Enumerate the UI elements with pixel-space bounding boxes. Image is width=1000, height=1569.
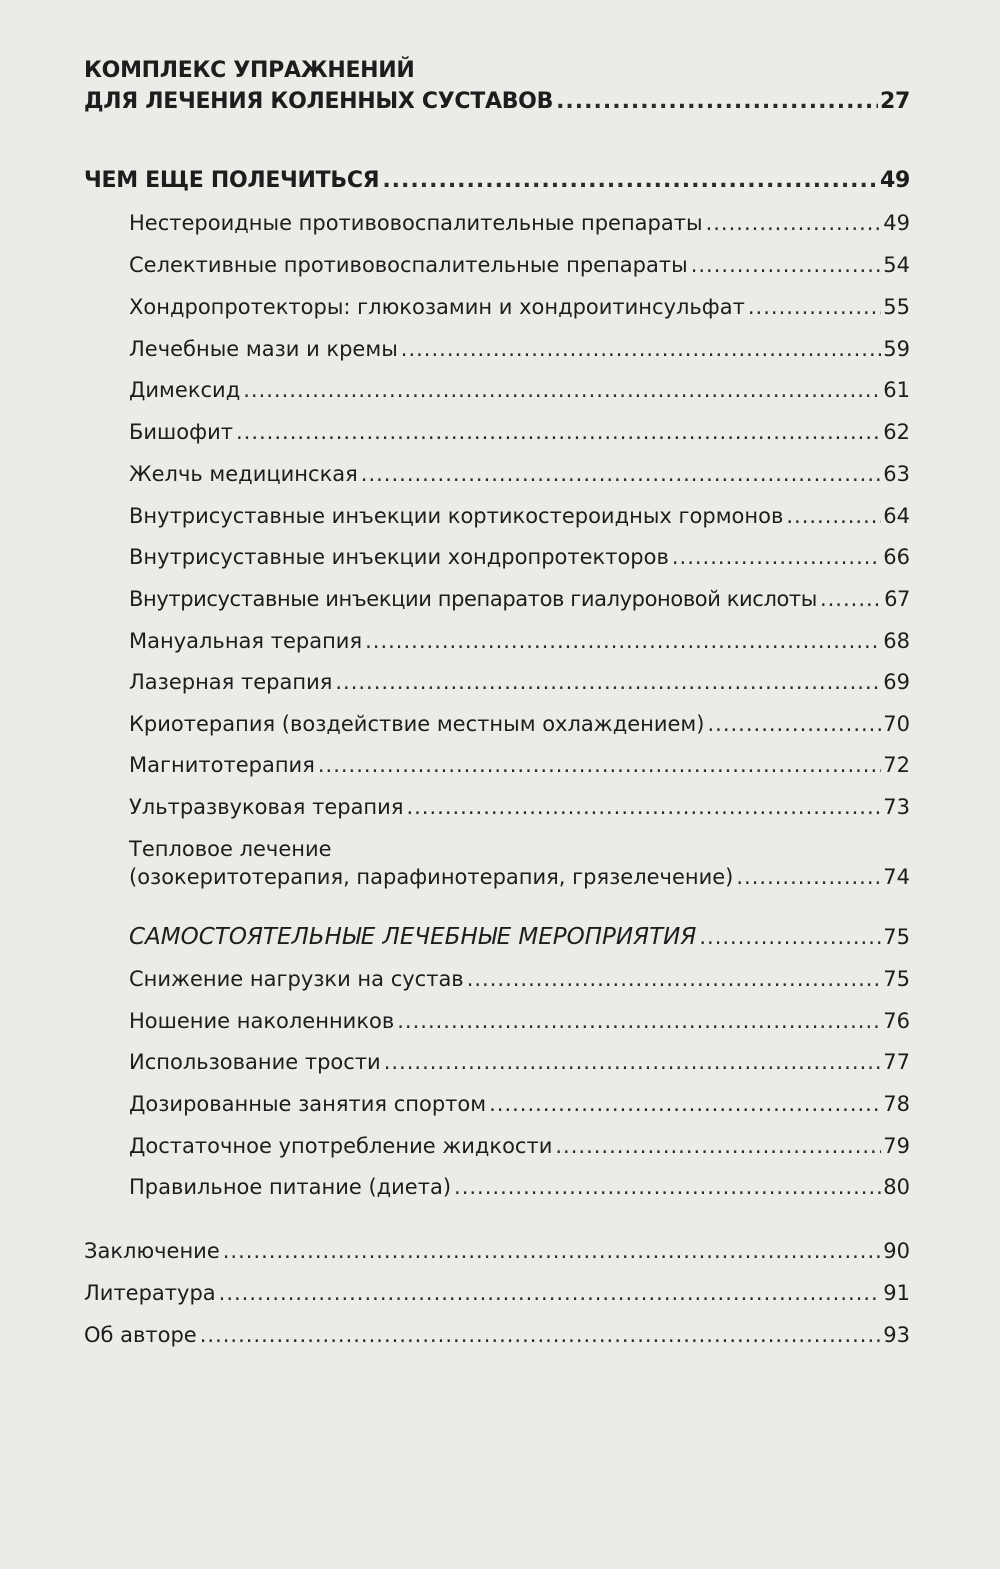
toc-entry-title: Магнитотерапия [129, 753, 315, 777]
toc-page-number: 63 [883, 462, 910, 486]
toc-entry-title: Использование трости [129, 1050, 381, 1074]
toc-page-number: 80 [883, 1175, 910, 1199]
dot-leader [691, 252, 882, 278]
toc-page-number: 77 [883, 1050, 910, 1074]
toc-entry-title: Достаточное употребление жидкости [129, 1134, 553, 1158]
toc-subentry[interactable] [129, 794, 910, 820]
toc-entry-about-author[interactable] [84, 1322, 910, 1348]
toc-page-number: 69 [883, 670, 910, 694]
toc-page-number: 54 [883, 253, 910, 277]
toc-subentry[interactable] [129, 628, 910, 654]
toc-page-number: 59 [883, 337, 910, 361]
dot-leader [243, 377, 881, 403]
toc-entry-title: Нестероидные противовоспалительные препараты [129, 211, 703, 235]
toc-heading-exercises-line1: КОМПЛЕКС УПРАЖНЕНИЙ [84, 58, 415, 83]
table-of-contents [84, 0, 910, 1569]
dot-leader [223, 1238, 882, 1264]
dot-leader [219, 1280, 882, 1306]
toc-page-number: 76 [883, 1009, 910, 1033]
dot-leader [384, 1049, 882, 1075]
toc-subentry[interactable] [129, 461, 910, 487]
dot-leader [820, 586, 882, 612]
dot-leader [200, 1322, 882, 1348]
toc-page-number: 91 [883, 1281, 910, 1305]
toc-page-number: 55 [883, 295, 910, 319]
toc-subentry[interactable] [129, 586, 910, 612]
dot-leader [365, 628, 881, 654]
toc-entry-title: Об авторе [84, 1323, 197, 1347]
toc-entry-title: Внутрисуставные инъекции кортикостероидных гормонов [129, 504, 784, 528]
toc-entry-title: Внутрисуставные инъекции хондропротекторов [129, 545, 669, 569]
toc-entry-title: ДЛЯ ЛЕЧЕНИЯ КОЛЕННЫХ СУСТАВОВ [84, 89, 554, 114]
toc-subentry[interactable] [129, 669, 910, 695]
toc-entry-title: Криотерапия (воздействие местным охлаждением) [129, 712, 705, 736]
toc-page-number: 70 [883, 712, 910, 736]
toc-page-number: 72 [883, 753, 910, 777]
dot-leader [748, 294, 881, 320]
toc-subentry[interactable] [129, 1049, 910, 1075]
toc-subentry[interactable] [129, 377, 910, 403]
toc-subentry[interactable] [129, 419, 910, 445]
toc-entry-title: Литература [84, 1281, 216, 1305]
dot-leader [318, 752, 881, 778]
toc-entry-title: (озокеритотерапия, парафинотерапия, грязелечение) [129, 865, 734, 889]
dot-leader [489, 1091, 881, 1117]
toc-page-number: 49 [879, 168, 910, 193]
toc-entry-title: Хондропротекторы: глюкозамин и хондроитинсульфат [129, 295, 745, 319]
toc-entry-exercises[interactable] [84, 89, 910, 115]
toc-page-number: 74 [883, 865, 910, 889]
toc-subentry[interactable] [129, 1008, 910, 1034]
toc-subentry[interactable] [129, 252, 910, 278]
toc-entry-title: Внутрисуставные инъекции препаратов гиалуроновой кислоты [129, 587, 817, 611]
toc-entry-title: Лазерная терапия [129, 670, 333, 694]
toc-entry-treatment[interactable] [84, 168, 910, 194]
toc-subentry[interactable] [129, 966, 910, 992]
dot-leader [736, 864, 881, 890]
dot-leader [454, 1174, 881, 1200]
toc-page-number: 79 [883, 1134, 910, 1158]
toc-page-number: 75 [883, 925, 910, 949]
toc-entry-title: Правильное питание (диета) [129, 1175, 452, 1199]
toc-entry-title: Мануальная терапия [129, 629, 363, 653]
dot-leader [401, 336, 881, 362]
dot-leader [706, 210, 882, 236]
toc-subentry[interactable] [129, 294, 910, 320]
toc-page-number: 73 [883, 795, 910, 819]
dot-leader [397, 1008, 881, 1034]
toc-subentry[interactable] [129, 210, 910, 236]
dot-leader [699, 924, 881, 950]
toc-subentry[interactable] [129, 711, 910, 737]
toc-entry-title: Дозированные занятия спортом [129, 1092, 487, 1116]
toc-entry-title: Снижение нагрузки на сустав [129, 967, 464, 991]
toc-entry-title: ЧЕМ ЕЩЕ ПОЛЕЧИТЬСЯ [84, 168, 380, 193]
dot-leader [361, 461, 882, 487]
dot-leader [786, 503, 881, 529]
toc-entry-title: Димексид [129, 378, 241, 402]
toc-entry-title: Желчь медицинская [129, 462, 358, 486]
toc-entry-conclusion[interactable] [84, 1238, 910, 1264]
toc-entry-title: Бишофит [129, 420, 233, 444]
dot-leader [556, 89, 878, 115]
dot-leader [707, 711, 881, 737]
toc-entry-title: Селективные противовоспалительные препараты [129, 253, 688, 277]
toc-entry-self-treatment[interactable] [129, 924, 910, 950]
toc-page-number: 75 [883, 967, 910, 991]
toc-subentry-thermal[interactable] [129, 864, 910, 890]
dot-leader [382, 168, 878, 194]
toc-subentry[interactable] [129, 544, 910, 570]
dot-leader [672, 544, 881, 570]
toc-page-number: 66 [883, 545, 910, 569]
toc-subentry[interactable] [129, 1133, 910, 1159]
toc-page-number: 49 [883, 211, 910, 235]
toc-page-number: 27 [879, 89, 910, 114]
toc-page-number: 90 [883, 1239, 910, 1263]
toc-page-number: 68 [883, 629, 910, 653]
toc-entry-title: Лечебные мази и кремы [129, 337, 398, 361]
toc-page-number: 78 [883, 1092, 910, 1116]
toc-entry-title: САМОСТОЯТЕЛЬНЫЕ ЛЕЧЕБНЫЕ МЕРОПРИЯТИЯ [129, 924, 697, 950]
toc-subentry[interactable] [129, 752, 910, 778]
toc-entry-title: Ультразвуковая терапия [129, 795, 404, 819]
toc-subentry[interactable] [129, 503, 910, 529]
toc-page-number: 61 [883, 378, 910, 402]
toc-page-number: 67 [884, 587, 910, 611]
dot-leader [406, 794, 881, 820]
dot-leader [467, 966, 882, 992]
dot-leader [335, 669, 881, 695]
toc-entry-title: Заключение [84, 1239, 220, 1263]
toc-subentry-thermal-line1: Тепловое лечение [129, 837, 332, 861]
toc-page-number: 64 [883, 504, 910, 528]
toc-page-number: 93 [883, 1323, 910, 1347]
toc-page-number: 62 [883, 420, 910, 444]
toc-subentry[interactable] [129, 1174, 910, 1200]
dot-leader [236, 419, 881, 445]
dot-leader [555, 1133, 881, 1159]
toc-subentry[interactable] [129, 1091, 910, 1117]
toc-subentry[interactable] [129, 336, 910, 362]
toc-entry-literature[interactable] [84, 1280, 910, 1306]
toc-entry-title: Ношение наколенников [129, 1009, 395, 1033]
